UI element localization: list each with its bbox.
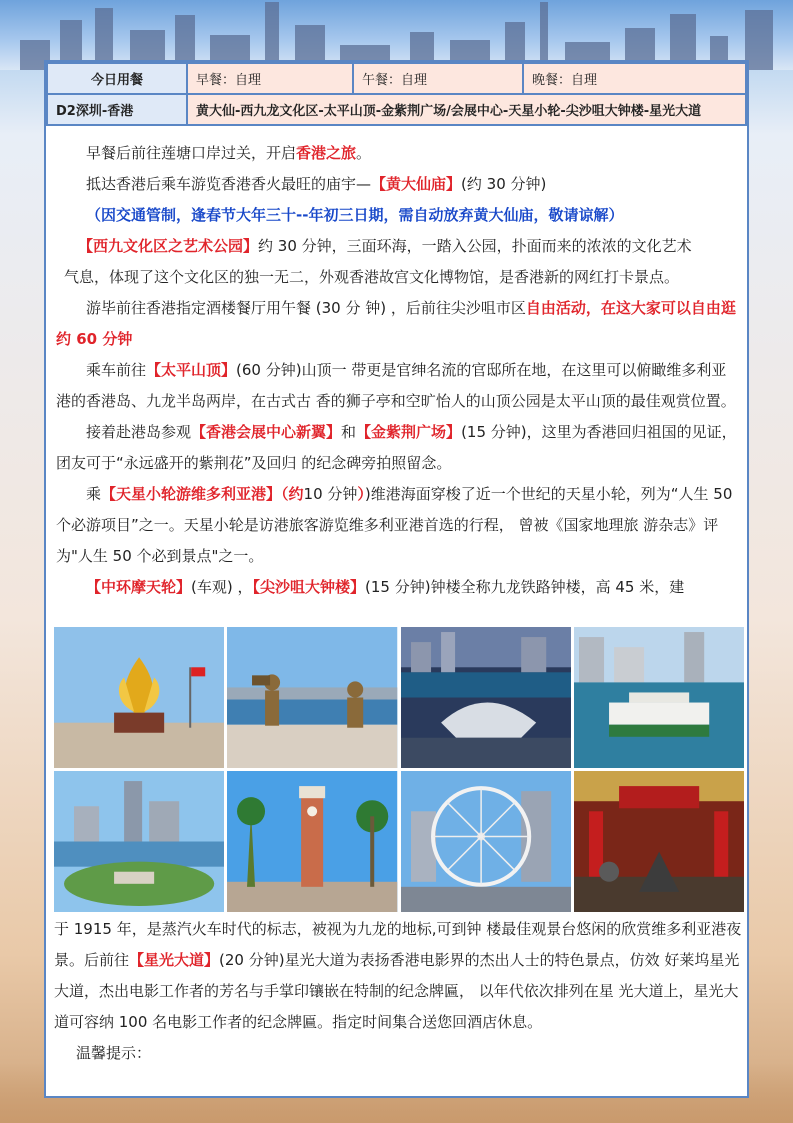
golden-bauhinia-photo xyxy=(54,627,224,768)
itinerary-header-table xyxy=(46,62,747,126)
star-ferry-photo xyxy=(574,627,744,768)
paragraph: 于 1915 年，是蒸汽火车时代的标志，被视为九龙的地标,可到钟 楼最佳观景台悠闲的欣赏维多利亚港夜景。后前往【星光大道】(20 分钟)星光大道为表扬香港电影界的杰出人士的特色景点，仿效 好莱坞星光大道，杰出电影工作者的芳名与手掌印镶嵌在特制的纪念牌匾， 以年代依次排列在星 光大道上，星光大道可容纳 100 名电影工作者的纪念牌匾。指定时间集合送您回酒店休息。 xyxy=(54,920,742,1031)
tips-heading: 温馨提示： xyxy=(76,1044,152,1062)
paragraph: 【西九文化区之艺术公园】约 30 分钟，三面环海，一踏入公园，扑面而来的浓浓的文化艺术 xyxy=(78,237,692,255)
avenue-of-stars-statue-photo xyxy=(227,627,397,768)
itinerary-body-continued xyxy=(54,914,744,1069)
breakfast-cell: 早餐：自理 xyxy=(187,63,353,94)
photo-grid xyxy=(54,627,744,912)
paragraph: 气息，体现了这个文化区的独一无二，外观香港故宫文化博物馆，是香港新的网红打卡景点。 xyxy=(64,268,680,286)
paragraph: 乘车前往【太平山顶】(60 分钟)山顶一 带更是官绅名流的官邸所在地，在这里可以俯瞰维多利亚港的香港岛、九龙半岛两岸，在古式古 香的狮子亭和空旷怡人的山顶公园是太平山顶的最佳观赏位置。 xyxy=(56,361,736,410)
paragraph: 【中环摩天轮】(车观) ，【尖沙咀大钟楼】(15 分钟)钟楼全称九龙铁路钟楼，高 45 米，建 xyxy=(86,578,685,596)
notice-traffic: （因交通管制，逢春节大年三十--年初三日期，需自动放弃黄大仙庙，敬请谅解） xyxy=(86,206,624,224)
clock-tower-photo xyxy=(227,771,397,912)
day-label: D2深圳-香港 xyxy=(47,94,187,125)
dinner-cell: 晚餐：自理 xyxy=(523,63,746,94)
paragraph: 乘【天星小轮游维多利亚港】（约10 分钟）)维港海面穿梭了近一个世纪的天星小轮，列为“人生 50 个必游项目”之一。天星小轮是访港旅客游览维多利亚港首选的行程， 曾被《国家地理旅 游杂志》评为"人生 50 个必到景点"之一。 xyxy=(56,485,733,565)
itinerary-body xyxy=(56,138,740,603)
west-kowloon-harbour-photo xyxy=(54,771,224,912)
route-row xyxy=(47,94,746,125)
paragraph: 游毕前往香港指定酒楼餐厅用午餐 (30 分 钟) ，后前往尖沙咀市区自由活动，在这大家可以自由逛约 60 分钟 xyxy=(56,299,736,348)
meals-row xyxy=(47,63,746,94)
meals-label: 今日用餐 xyxy=(47,63,187,94)
ferris-wheel-photo xyxy=(401,771,571,912)
itinerary-frame xyxy=(44,60,749,1098)
route-cell: 黄大仙-西九龙文化区-太平山顶-金紫荆广场/会展中心-天星小轮-尖沙咀大钟楼-星光大道 xyxy=(187,94,746,125)
paragraph: 抵达香港后乘车游览香港香火最旺的庙宇—【黄大仙庙】(约 30 分钟) xyxy=(86,175,547,193)
paragraph: 接着赴港岛参观【香港会展中心新翼】和【金紫荆广场】(15 分钟)，这里为香港回归祖国的见证，团友可于“永远盛开的紫荆花”及回归 的纪念碑旁拍照留念。 xyxy=(56,423,737,472)
lunch-cell: 午餐：自理 xyxy=(353,63,523,94)
paragraph: 早餐后前往莲塘口岸过关，开启香港之旅。 xyxy=(86,144,372,162)
convention-centre-aerial-photo xyxy=(401,627,571,768)
wong-tai-sin-temple-photo xyxy=(574,771,744,912)
